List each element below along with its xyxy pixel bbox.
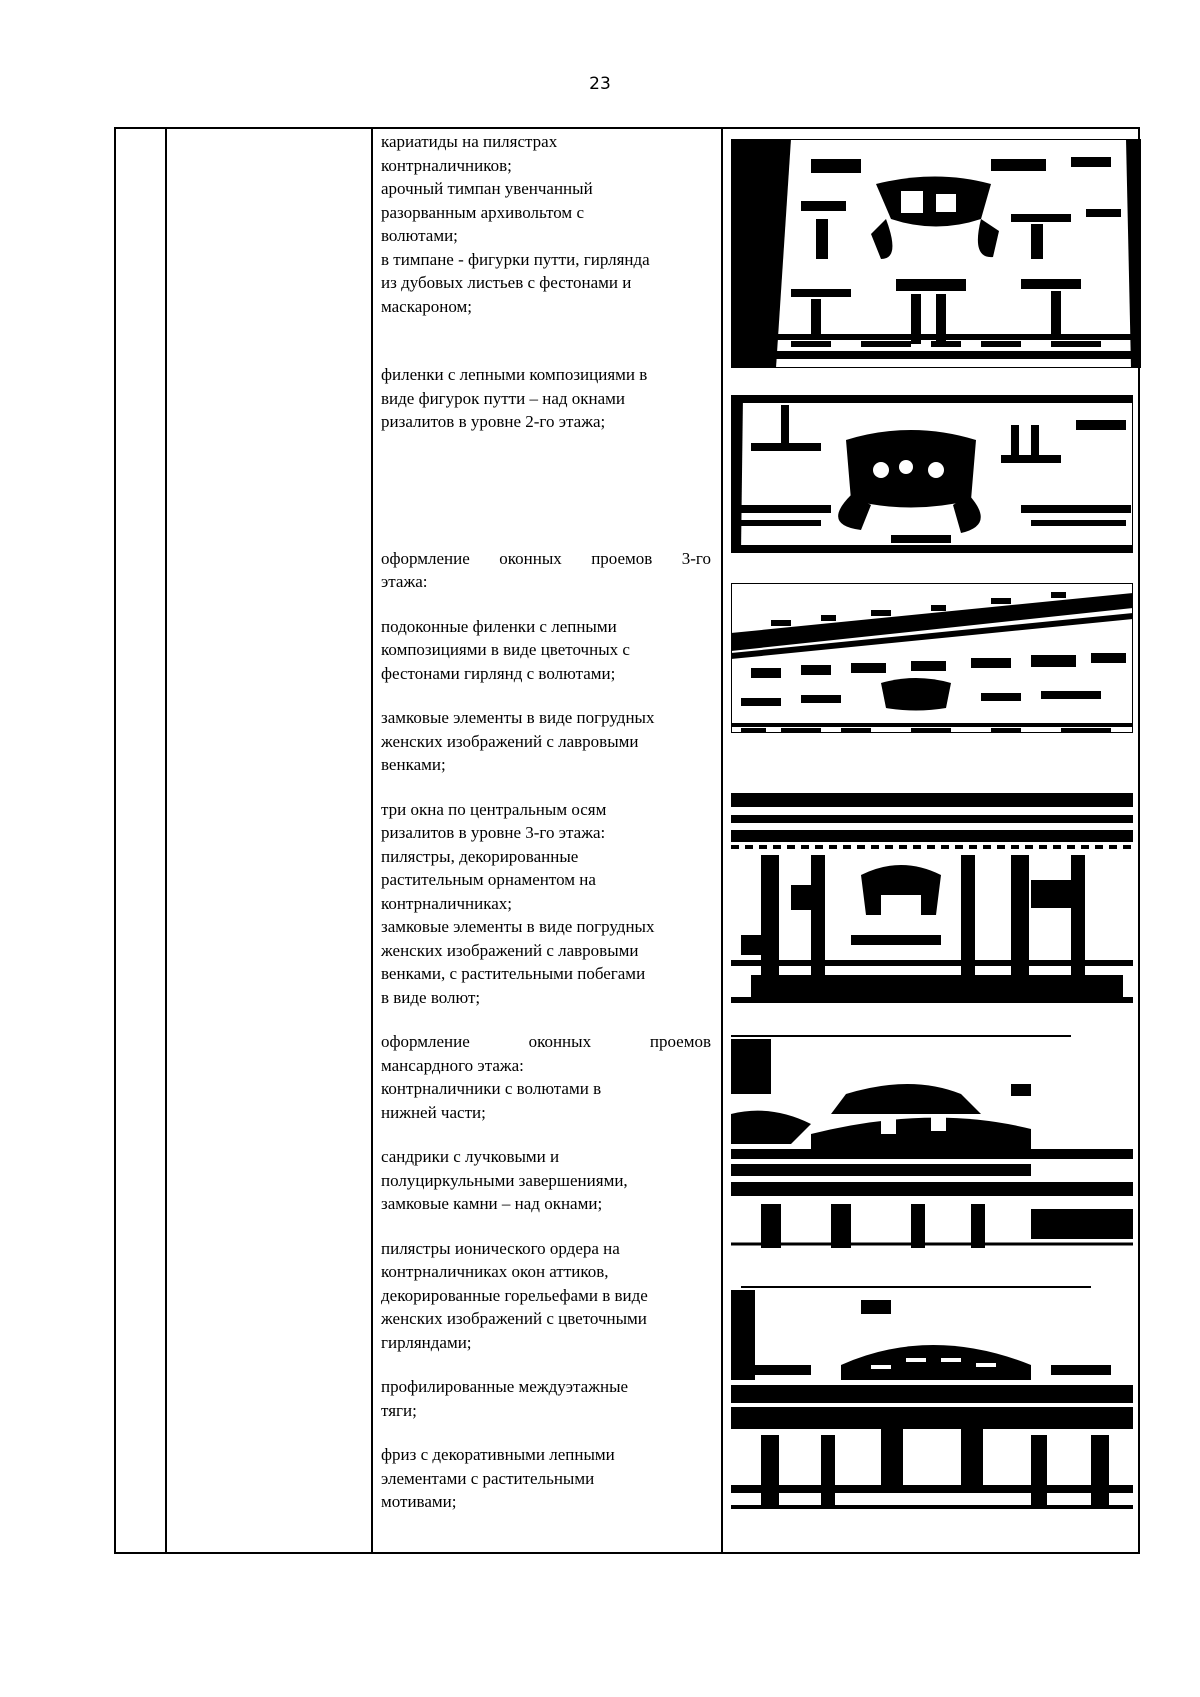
paragraph-panels-putti: филенки с лепными композициями в виде фигурок путти – над окнами ризалитов в уровне 2-го этажа; [381,365,648,431]
page-number: 23 [589,74,611,94]
paragraph-profiled-bands: профилированные междуэтажные тяги; [381,1377,629,1420]
facade-photo-5 [731,1034,1133,1248]
column-divider-3 [721,129,723,1552]
word: оконных [499,548,562,568]
paragraph-sandriks: сандрики с лучковыми и полуциркульными завершениями, замковые камни – над окнами; [381,1147,628,1213]
facade-photo-3 [731,583,1133,733]
paragraph-mansard-windows-tail: мансардного этажа: контрналичники с волютами в нижней части; [381,1055,602,1122]
facade-photo-2 [731,395,1133,553]
paragraph-ionic-pilasters: пилястры ионического ордера на контрналичниках окон аттиков, декорированные горельефами в виде женских изображений с цветочными гирляндами; [381,1238,648,1352]
paragraph-keystones: замковые элементы в виде погрудных женских изображений с лавровыми венками; [381,708,655,774]
paragraph-frieze: фриз с декоративными лепными элементами с растительными мотивами; [381,1445,615,1511]
word: оконных [528,1032,592,1051]
word: 3-го [681,548,711,568]
word: оформление [381,548,470,568]
paragraph-third-floor-windows-tail: этажа: [381,572,428,591]
paragraph-caryatids: кариатиды на пилястрах контрналичников; арочный тимпан увенчанный разорванным архивольтом с волютами; в тимпане - фигурки путти, гирлянда из дубовых листьев с фестонами и маскароном; [381,132,650,316]
paragraph-mansard-windows-line [381,1030,711,1054]
word: оформление [381,1032,470,1051]
facade-photo-4 [731,785,1133,1003]
word: проемов [649,1032,711,1051]
paragraph-three-windows: три окна по центральным осям ризалитов в уровне 3-го этажа: пилястры, декорированные растительным орнаментом на контрналичниках; замковые элементы в виде погрудных женских изображений с лавровыми венками, с растительными побегами в виде волют; [381,799,655,1007]
description-column [381,130,711,1514]
facade-photo-6 [731,1285,1133,1512]
column-divider-2 [371,129,373,1552]
facade-photo-1 [731,139,1141,368]
paragraph-sill-panels: подоконные филенки с лепными композициями в виде цветочных с фестонами гирлянд с волютами; [381,616,630,683]
paragraph-third-floor-windows-line [381,547,711,571]
column-divider-1 [165,129,167,1552]
word: проемов [591,548,653,568]
